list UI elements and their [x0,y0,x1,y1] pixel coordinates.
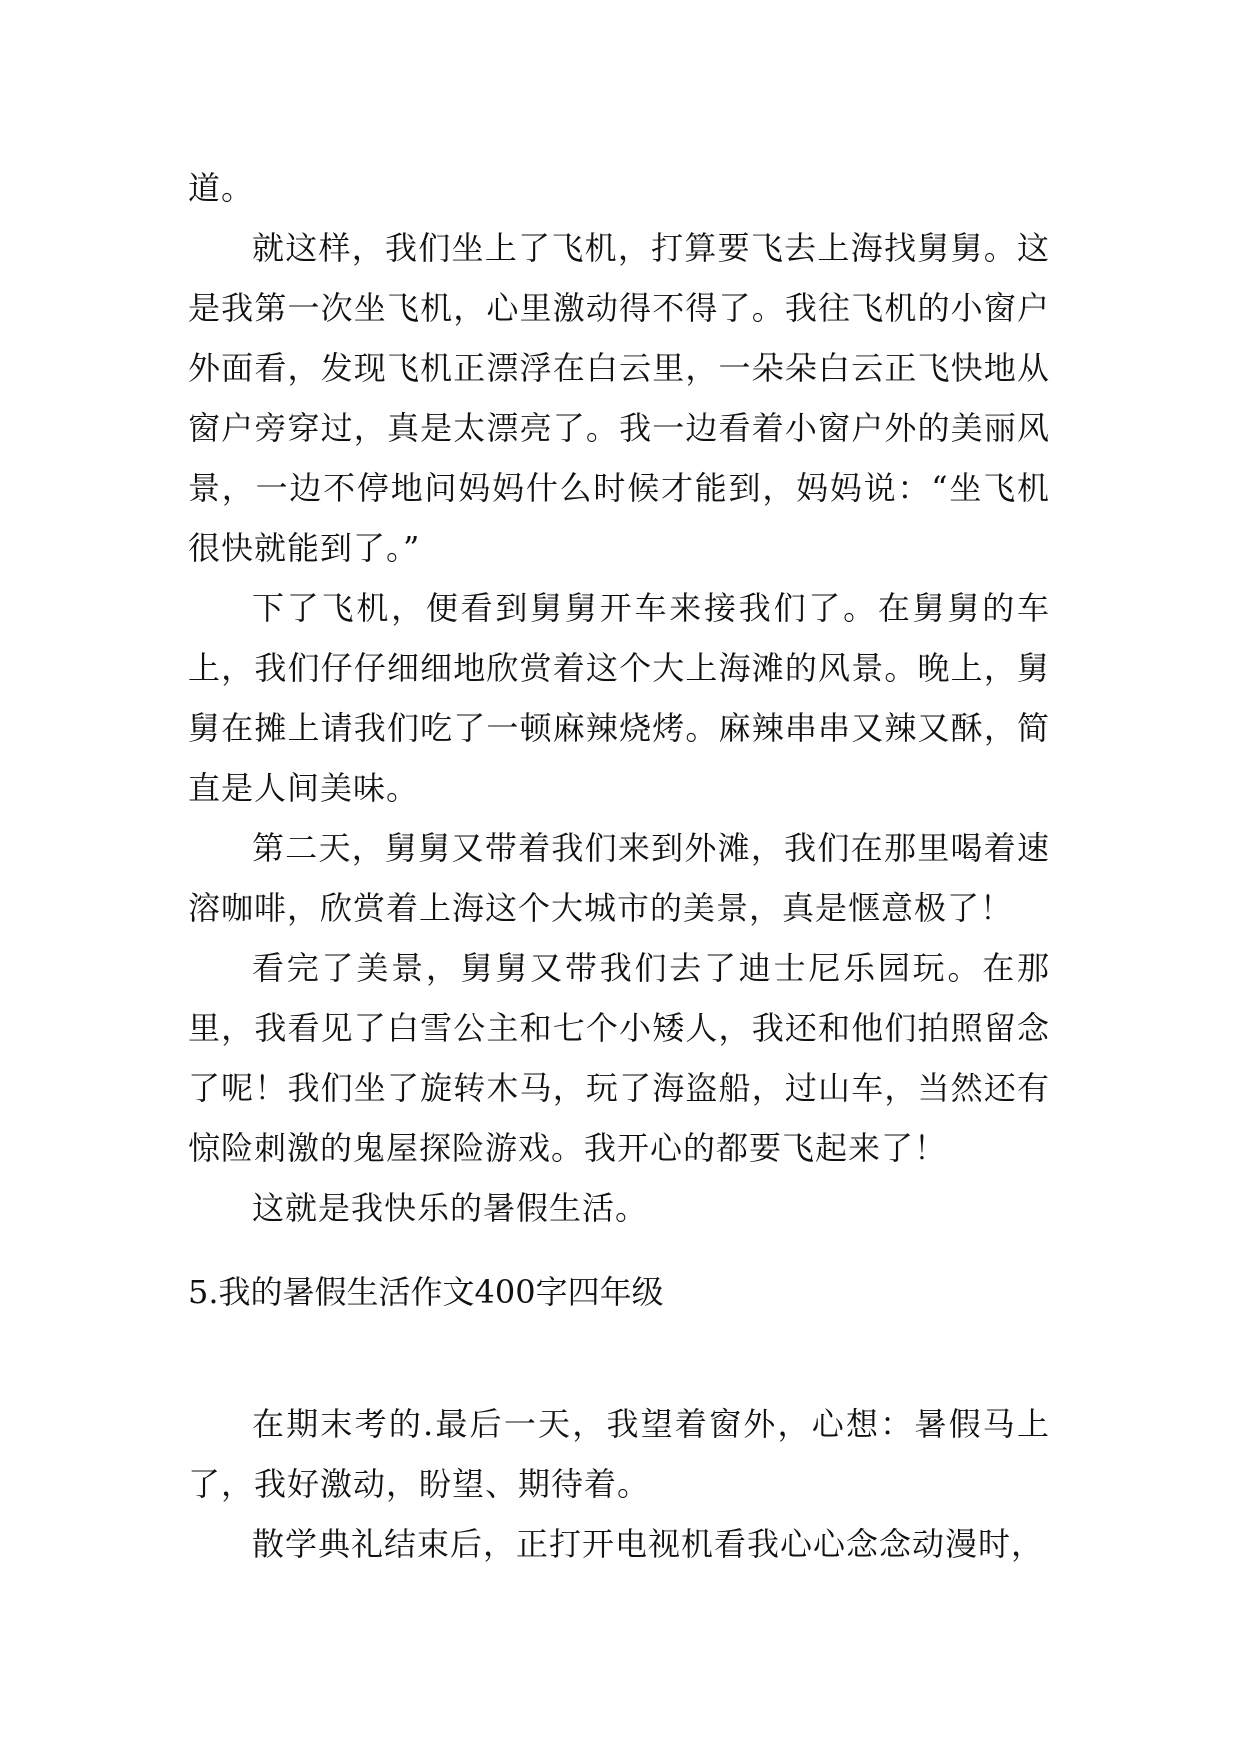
paragraph: 这就是我快乐的暑假生活。 [252,1189,649,1227]
paragraph: 下了飞机，便看到舅舅开车来接我们了。在舅舅的车上，我们仔仔细细地欣赏着这个大上海滩的风景。晚上，舅舅在摊上请我们吃了一顿麻辣烧烤。麻辣串串又辣又酥，简直是人间美味。 [188,589,1050,807]
essay-section-top [188,158,1050,1238]
essay-section-bottom [188,1394,1050,1574]
paragraph: 道。 [188,169,255,207]
paragraph: 就这样，我们坐上了飞机，打算要飞去上海找舅舅。这是我第一次坐飞机，心里激动得不得了。我往飞机的小窗户外面看，发现飞机正漂浮在白云里，一朵朵白云正飞快地从窗户旁穿过，真是太漂亮了。我一边看着小窗户外的美丽风景，一边不停地问妈妈什么时候才能到，妈妈说：“坐飞机很快就能到了。” [188,229,1050,567]
section-heading: 5.我的暑假生活作文400字四年级 [188,1273,664,1311]
paragraph: 散学典礼结束后，正打开电视机看我心心念念动漫时， [252,1525,1045,1563]
paragraph: 第二天，舅舅又带着我们来到外滩，我们在那里喝着速溶咖啡，欣赏着上海这个大城市的美景，真是惬意极了！ [188,829,1050,927]
paragraph: 在期末考的.最后一天，我望着窗外，心想：暑假马上了，我好激动，盼望、期待着。 [188,1405,1050,1503]
paragraph: 看完了美景，舅舅又带我们去了迪士尼乐园玩。在那里，我看见了白雪公主和七个小矮人，我还和他们拍照留念了呢！我们坐了旋转木马，玩了海盗船，过山车，当然还有惊险刺激的鬼屋探险游戏。我开心的都要飞起来了！ [188,949,1050,1167]
